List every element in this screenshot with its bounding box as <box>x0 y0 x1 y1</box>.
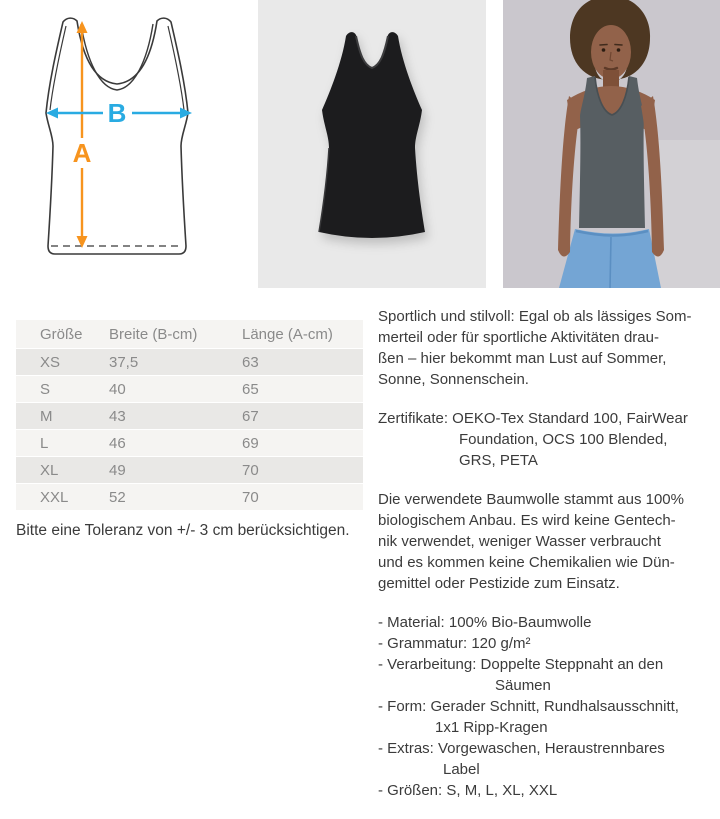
size-table-column-header: Länge (A-cm) <box>234 320 363 349</box>
size-table-row <box>16 403 363 430</box>
model-eye-right <box>617 48 621 52</box>
size-table-cell: M <box>16 403 101 430</box>
description-text-line: GRS, PETA <box>459 452 538 469</box>
description-text-line: Sonne, Sonnenschein. <box>378 371 529 388</box>
black-tank-illustration <box>258 0 486 288</box>
description-text-line: Zertifikate: OEKO-Tex Standard 100, FairWear <box>378 410 688 427</box>
description-text-line: Säumen <box>495 677 551 694</box>
description-text-line: merteil oder für sportliche Aktivitäten drau- <box>378 329 659 346</box>
size-table-cell: XS <box>16 349 101 376</box>
size-table-row <box>16 484 363 511</box>
model-illustration <box>503 0 720 288</box>
description-text-line: - Extras: Vorgewaschen, Heraustrennbares <box>378 740 665 757</box>
measure-b-label: B <box>107 98 127 128</box>
description-paragraph <box>378 306 713 390</box>
model-photo-background-light <box>653 140 720 288</box>
size-table-row <box>16 457 363 484</box>
description-text-line: 1x1 Ripp-Kragen <box>435 719 548 736</box>
description-text-line: ßen – hier bekommt man Lust auf Sommer, <box>378 350 667 367</box>
description-text-line: Label <box>443 761 480 778</box>
size-table-cell: 65 <box>234 376 363 403</box>
size-table <box>16 320 363 511</box>
size-table-cell: 69 <box>234 430 363 457</box>
product-description <box>378 306 713 819</box>
size-table-cell: 37,5 <box>101 349 234 376</box>
description-text-line: biologischem Anbau. Es wird keine Gentech- <box>378 512 676 529</box>
model-eye-left <box>602 48 606 52</box>
size-table-cell: 40 <box>101 376 234 403</box>
model-jeans-seam <box>610 237 611 288</box>
size-table-cell: 70 <box>234 457 363 484</box>
size-table-cell: 49 <box>101 457 234 484</box>
size-table-cell: 70 <box>234 484 363 511</box>
size-table-cell: 46 <box>101 430 234 457</box>
size-table-cell: XXL <box>16 484 101 511</box>
tolerance-note: Bitte eine Toleranz von +/- 3 cm berücksichtigen. <box>16 522 350 539</box>
model-photo[interactable] <box>503 0 720 288</box>
size-table-cell: XL <box>16 457 101 484</box>
description-text-line: nik verwendet, weniger Wasser verbraucht <box>378 533 661 550</box>
size-table-column-header: Größe <box>16 320 101 349</box>
size-table-row <box>16 430 363 457</box>
description-paragraph <box>378 489 713 594</box>
product-photo-black[interactable] <box>258 0 486 288</box>
size-table-column-header: Breite (B-cm) <box>101 320 234 349</box>
tank-outline <box>46 18 188 254</box>
black-tank-silhouette <box>319 32 425 238</box>
description-text-line: - Größen: S, M, L, XL, XXL <box>378 782 558 799</box>
size-table-header-row <box>16 320 363 349</box>
size-diagram-image[interactable] <box>28 10 220 272</box>
size-table-cell: L <box>16 430 101 457</box>
size-table-cell: 43 <box>101 403 234 430</box>
description-text-line: - Form: Gerader Schnitt, Rundhalsausschnitt, <box>378 698 679 715</box>
description-paragraph <box>378 408 713 471</box>
measure-a-label: A <box>72 138 92 168</box>
description-text-line: - Grammatur: 120 g/m² <box>378 635 531 652</box>
description-text-line: Foundation, OCS 100 Blended, <box>459 431 668 448</box>
size-diagram <box>28 10 220 272</box>
description-text-line: - Verarbeitung: Doppelte Steppnaht an den <box>378 656 664 673</box>
size-table-cell: 63 <box>234 349 363 376</box>
description-text-line: Die verwendete Baumwolle stammt aus 100% <box>378 491 684 508</box>
description-text-line: und es kommen keine Chemikalien wie Dün- <box>378 554 675 571</box>
size-table-section <box>16 320 363 511</box>
size-table-cell: 52 <box>101 484 234 511</box>
size-table-cell: 67 <box>234 403 363 430</box>
description-paragraph <box>378 612 713 801</box>
description-text-line: Sportlich und stilvoll: Egal ob als lässiges Som- <box>378 308 692 325</box>
size-table-row <box>16 376 363 403</box>
description-text-line: gemittel oder Pestizide zum Einsatz. <box>378 575 620 592</box>
size-table-row <box>16 349 363 376</box>
description-text-line: - Material: 100% Bio-Baumwolle <box>378 614 592 631</box>
size-table-cell: S <box>16 376 101 403</box>
